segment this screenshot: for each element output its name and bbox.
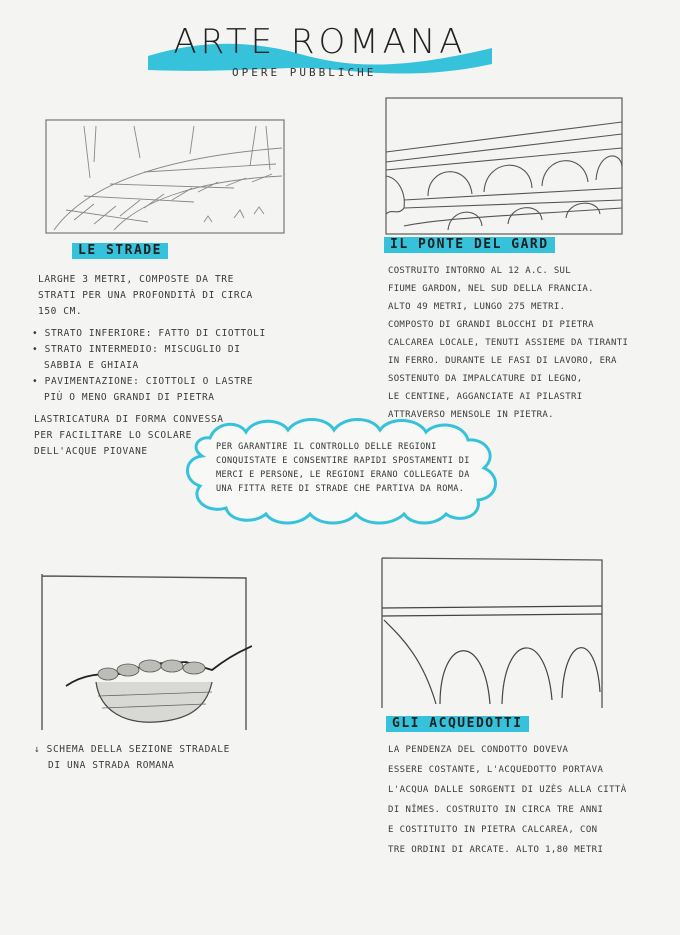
- strade-layer-line: • STRATO INTERMEDIO: MISCUGLIO DI: [32, 344, 241, 355]
- cloud-line: MERCI E PERSONE, LE REGIONI ERANO COLLEGATE DA: [216, 470, 470, 480]
- cloud-line: UNA FITTA RETE DI STRADE CHE PARTIVA DA ROMA.: [216, 484, 465, 494]
- pont-du-gard-line: ATTRAVERSO MENSOLE IN PIETRA.: [388, 410, 554, 420]
- acquedotti-line: L'ACQUA DALLE SORGENTI DI UZÈS ALLA CITTÀ: [388, 785, 627, 795]
- strade-outro-line: LASTRICATURA DI FORMA CONVESSA: [34, 414, 224, 425]
- road-section-sketch: [36, 562, 252, 734]
- schema-caption: [34, 742, 230, 774]
- strade-layer-line: SABBIA E GHIAIA: [44, 360, 139, 371]
- pont-du-gard-line: FIUME GARDON, NEL SUD DELLA FRANCIA.: [388, 284, 594, 294]
- label-gli-acquedotti: GLI ACQUEDOTTI: [386, 716, 529, 732]
- pont-du-gard-line: COMPOSTO DI GRANDI BLOCCHI DI PIETRA: [388, 320, 594, 330]
- strade-intro-line: LARGHE 3 METRI, COMPOSTE DA TRE: [38, 274, 234, 285]
- pont-du-gard-line: IN FERRO. DURANTE LE FASI DI LAVORO, ERA: [388, 356, 617, 366]
- acquedotti-text: [388, 740, 627, 860]
- page-subtitle: OPERE PUBBLICHE: [232, 66, 377, 79]
- pont-du-gard-line: COSTRUITO INTORNO AL 12 A.C. SUL: [388, 266, 571, 276]
- cloud-text: [216, 440, 486, 496]
- label-ponte-del-gard: IL PONTE DEL GARD: [384, 237, 555, 253]
- acquedotti-line: DI NÎMES. COSTRUITO IN CIRCA TRE ANNI: [388, 805, 604, 815]
- acquedotti-line: ESSERE COSTANTE, L'ACQUEDOTTO PORTAVA: [388, 765, 604, 775]
- acquedotti-line: E COSTITUITO IN PIETRA CALCAREA, CON: [388, 825, 598, 835]
- aqueduct-sketch: [380, 556, 606, 712]
- pont-du-gard-sketch: [384, 96, 626, 238]
- strade-layer-line: • PAVIMENTAZIONE: CIOTTOLI O LASTRE: [32, 376, 254, 387]
- road-sketch: [44, 118, 289, 238]
- acquedotti-line: TRE ORDINI DI ARCATE. ALTO 1,80 METRI: [388, 845, 604, 855]
- page-title: ARTE ROMANA: [173, 22, 467, 62]
- strade-outro-line: PER FACILITARE LO SCOLARE: [34, 430, 192, 441]
- schema-caption-line: ↓ SCHEMA DELLA SEZIONE STRADALE: [34, 744, 230, 755]
- acquedotti-line: LA PENDENZA DEL CONDOTTO DOVEVA: [388, 745, 569, 755]
- cloud-line: PER GARANTIRE IL CONTROLLO DELLE REGIONI: [216, 442, 437, 452]
- label-le-strade: LE STRADE: [72, 243, 168, 259]
- strade-intro-line: STRATI PER UNA PROFONDITÀ DI CIRCA: [38, 290, 253, 301]
- pont-du-gard-line: LE CENTINE, AGGANCIATE AI PILASTRI: [388, 392, 583, 402]
- strade-intro: [38, 272, 253, 320]
- pont-du-gard-line: SOSTENUTO DA IMPALCATURE DI LEGNO,: [388, 374, 583, 384]
- schema-caption-line: DI UNA STRADA ROMANA: [48, 760, 175, 771]
- strade-layers: [32, 326, 266, 406]
- strade-outro-line: DELL'ACQUE PIOVANE: [34, 446, 148, 457]
- strade-intro-line: 150 CM.: [38, 306, 83, 317]
- cloud-line: CONQUISTATE E CONSENTIRE RAPIDI SPOSTAMENTI DI: [216, 456, 470, 466]
- pont-du-gard-line: ALTO 49 METRI, LUNGO 275 METRI.: [388, 302, 566, 312]
- pont-du-gard-text: [388, 262, 628, 424]
- strade-layer-line: • STRATO INFERIORE: FATTO DI CIOTTOLI: [32, 328, 266, 339]
- strade-layer-line: PIÙ O MENO GRANDI DI PIETRA: [44, 392, 215, 403]
- pont-du-gard-line: CALCAREA LOCALE, TENUTI ASSIEME DA TIRANTI: [388, 338, 629, 348]
